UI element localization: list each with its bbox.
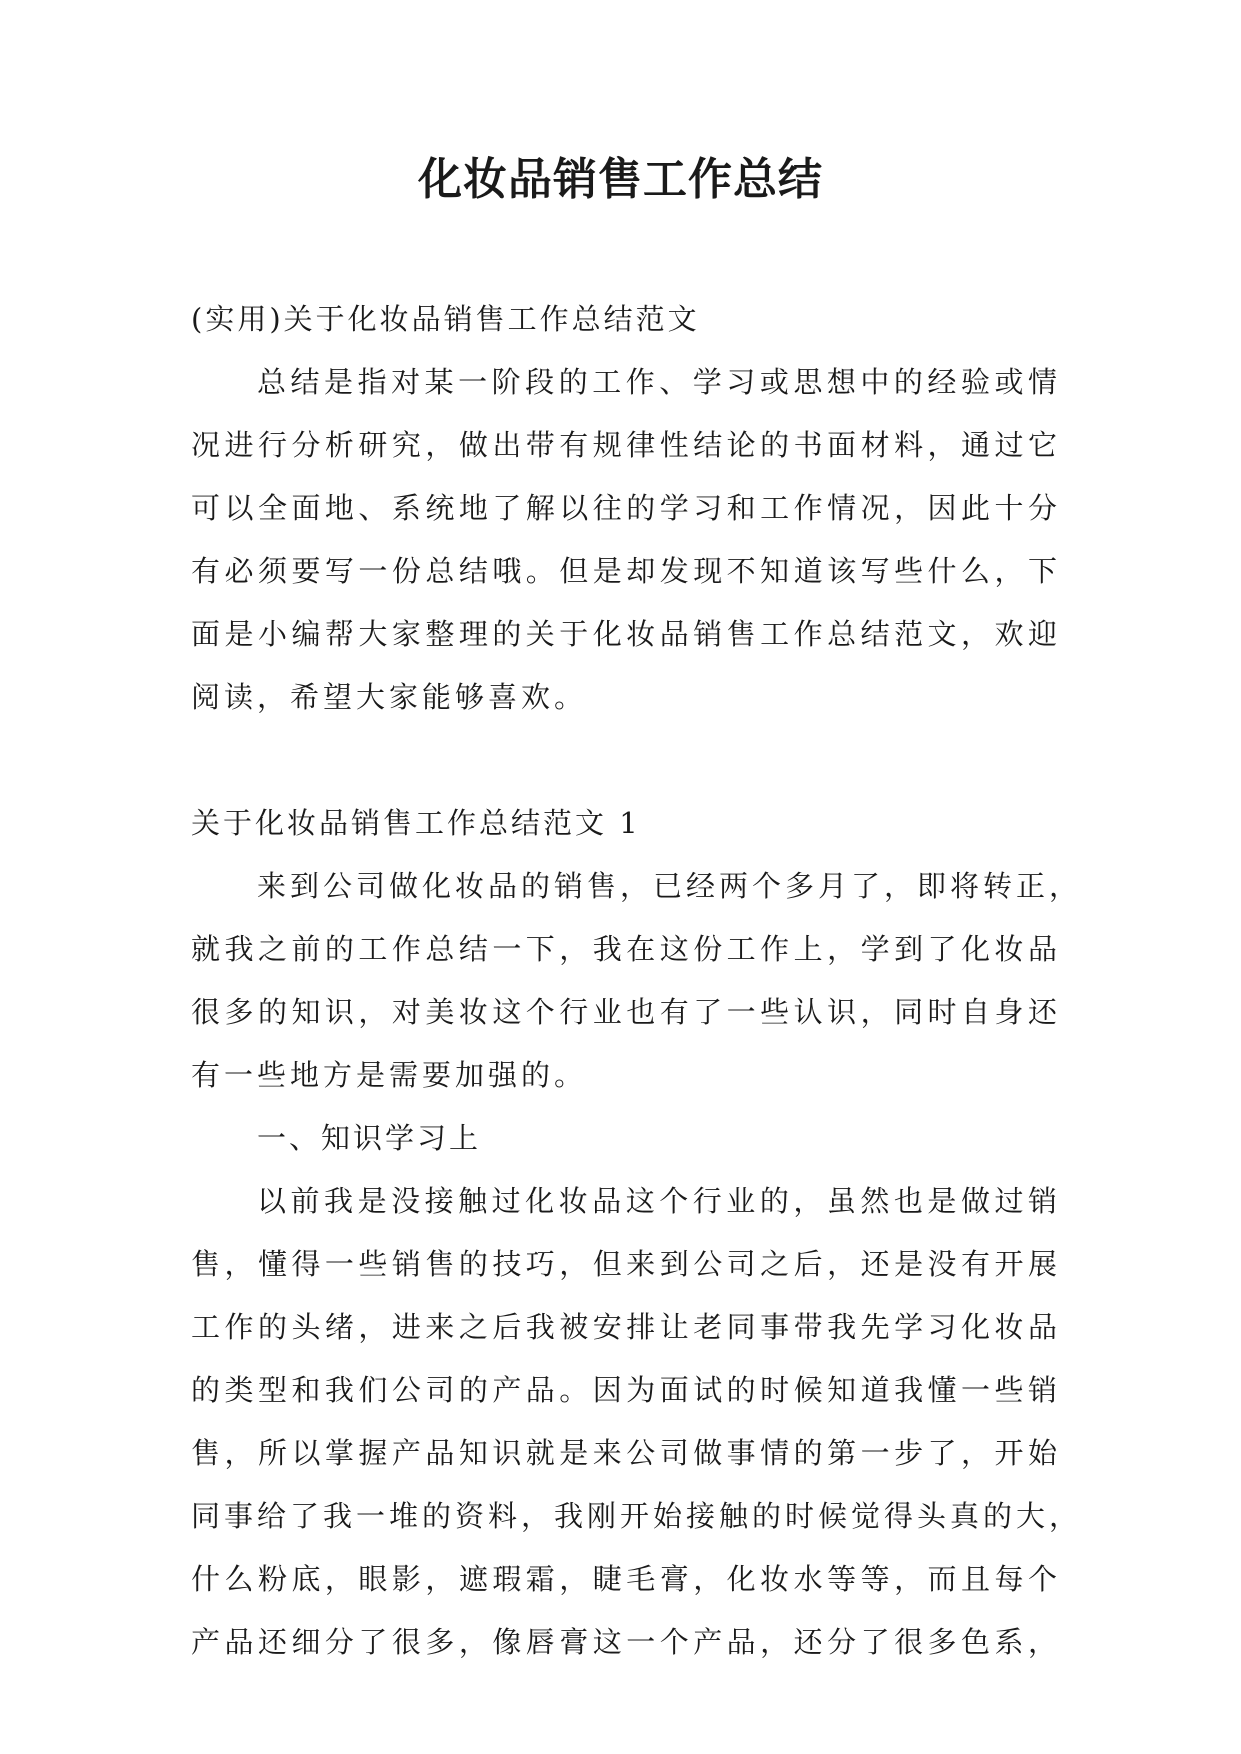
paragraph-line: 的类型和我们公司的产品。因为面试的时候知道我懂一些销: [191, 1373, 1061, 1407]
section1-paragraph: [191, 855, 1083, 1107]
blank-line: [191, 729, 1061, 792]
subsection-heading: 一、知识学习上: [257, 1121, 482, 1155]
paragraph-line: 总结是指对某一阶段的工作、学习或思想中的经验或情: [257, 365, 1061, 399]
paragraph-line: 产品还细分了很多，像唇膏这一个产品，还分了很多色系，: [191, 1625, 1061, 1659]
paragraph-line: 有必须要写一份总结哦。但是却发现不知道该写些什么，下: [191, 554, 1061, 588]
paragraph-line: 售，懂得一些销售的技巧，但来到公司之后，还是没有开展: [191, 1247, 1061, 1281]
subsection1-paragraph: [191, 1170, 1083, 1674]
document-body: [191, 288, 1083, 1674]
paragraph-line: 很多的知识，对美妆这个行业也有了一些认识，同时自身还: [191, 995, 1061, 1029]
paragraph-line: 什么粉底，眼影，遮瑕霜，睫毛膏，化妆水等等，而且每个: [191, 1562, 1061, 1596]
paragraph-line: 以前我是没接触过化妆品这个行业的，虽然也是做过销: [257, 1184, 1061, 1218]
paragraph-line: 可以全面地、系统地了解以往的学习和工作情况，因此十分: [191, 491, 1061, 525]
document-title: 化妆品销售工作总结: [418, 154, 823, 205]
paragraph-line: 就我之前的工作总结一下，我在这份工作上，学到了化妆品: [191, 932, 1061, 966]
paragraph-line: 来到公司做化妆品的销售，已经两个多月了，即将转正，: [257, 869, 1083, 903]
paragraph-line: 况进行分析研究，做出带有规律性结论的书面材料，通过它: [191, 428, 1061, 462]
document-subtitle: (实用)关于化妆品销售工作总结范文: [191, 302, 700, 336]
paragraph-line: 有一些地方是需要加强的。: [191, 1058, 588, 1092]
paragraph-line: 同事给了我一堆的资料，我刚开始接触的时候觉得头真的大，: [191, 1499, 1083, 1533]
paragraph-line: 阅读，希望大家能够喜欢。: [191, 680, 588, 714]
section-heading: 关于化妆品销售工作总结范文 1: [191, 806, 641, 840]
paragraph-line: 售，所以掌握产品知识就是来公司做事情的第一步了，开始: [191, 1436, 1061, 1470]
intro-paragraph: [191, 351, 1061, 729]
paragraph-line: 面是小编帮大家整理的关于化妆品销售工作总结范文，欢迎: [191, 617, 1061, 651]
paragraph-line: 工作的头绪，进来之后我被安排让老同事带我先学习化妆品: [191, 1310, 1061, 1344]
